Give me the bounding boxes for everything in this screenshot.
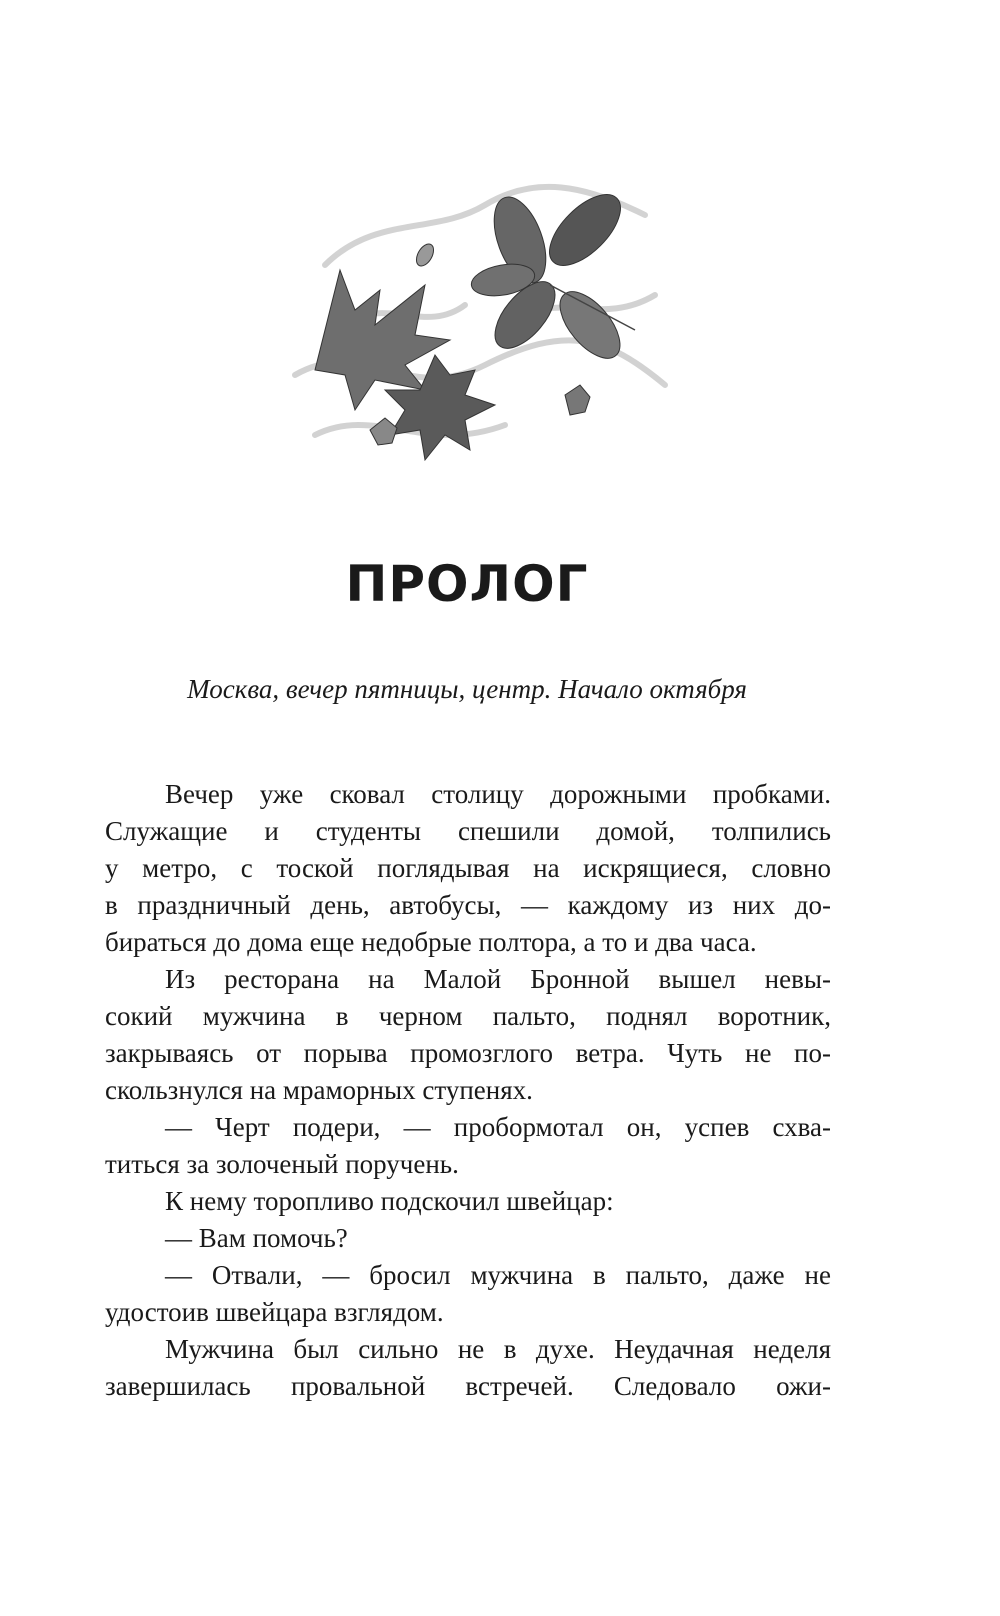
text-line: — Отвали, — бросил мужчина в пальто, даже не	[165, 1260, 831, 1290]
text-line: Из ресторана на Малой Бронной вышел невы-	[165, 964, 831, 994]
text-line: Вечер уже сковал столицу дорожными пробками.	[165, 779, 831, 809]
text-line: в праздничный день, автобусы, — каждому из них до-	[105, 890, 831, 920]
text-line: — Черт подери, — пробормотал он, успев схва-	[165, 1112, 831, 1142]
text-line: бираться до дома еще недобрые полтора, а то и два часа.	[105, 927, 757, 957]
text-line: титься за золоченый поручень.	[105, 1149, 459, 1179]
text-line: К нему торопливо подскочил швейцар:	[165, 1186, 614, 1216]
chapter-subtitle: Москва, вечер пятницы, центр. Начало октября	[187, 674, 747, 704]
text-line: завершилась провальной встречей. Следовало ожи-	[105, 1371, 831, 1401]
text-line: — Вам помочь?	[165, 1223, 348, 1253]
text-line: удостоив швейцара взглядом.	[105, 1297, 444, 1327]
text-line: закрываясь от порыва промозглого ветра. Чуть не по-	[105, 1038, 831, 1068]
body-text	[105, 776, 831, 1405]
autumn-leaves-illustration	[285, 175, 675, 475]
chapter-title: ПРОЛОГ	[345, 555, 589, 613]
text-line: Мужчина был сильно не в духе. Неудачная неделя	[165, 1334, 831, 1364]
text-line: сокий мужчина в черном пальто, поднял воротник,	[105, 1001, 831, 1031]
text-line: у метро, с тоской поглядывая на искрящиеся, словно	[105, 853, 831, 883]
text-line: Служащие и студенты спешили домой, толпились	[105, 816, 831, 846]
text-line: скользнулся на мраморных ступенях.	[105, 1075, 533, 1105]
